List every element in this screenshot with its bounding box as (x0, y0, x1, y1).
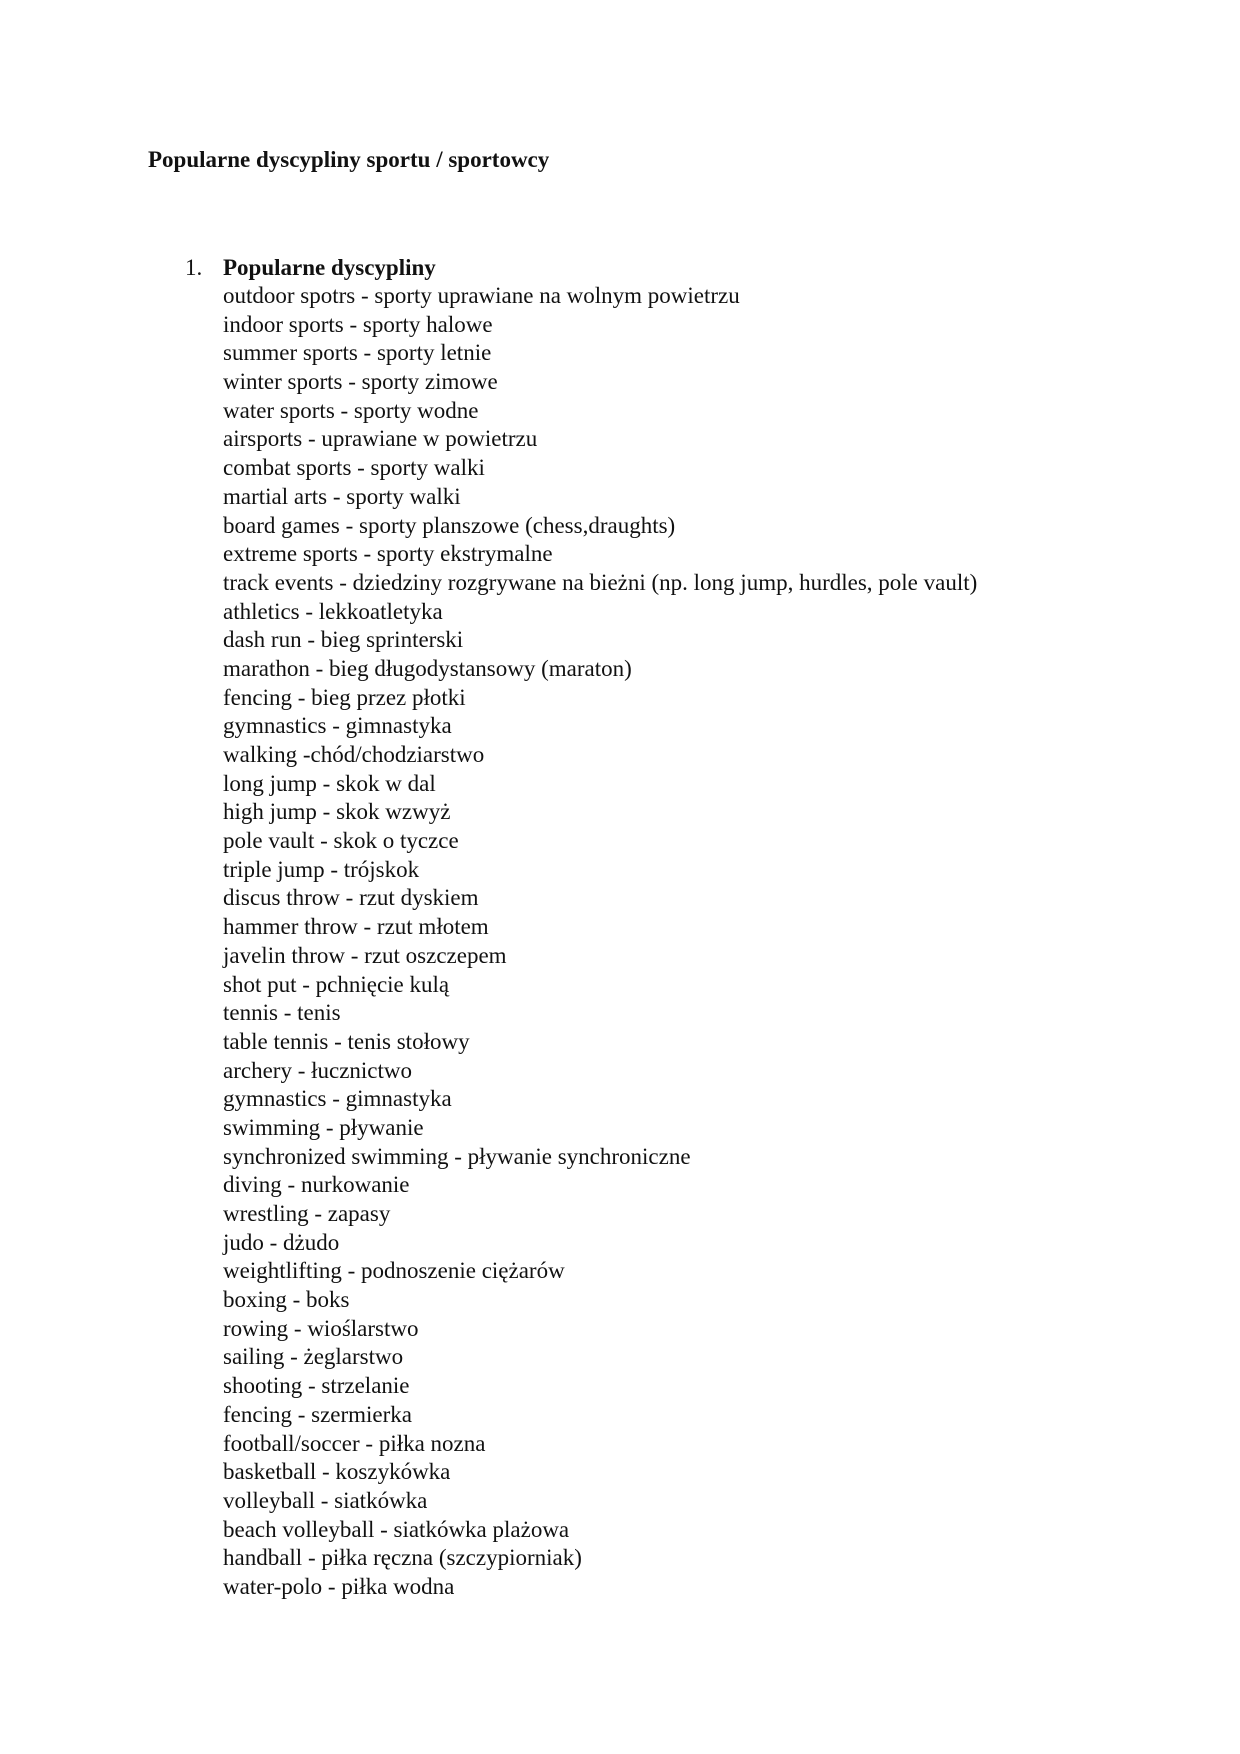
list-item: board games - sporty planszowe (chess,draughts) (223, 512, 676, 538)
list-item: discus throw - rzut dyskiem (223, 885, 479, 911)
list-item: summer sports - sporty letnie (223, 340, 492, 366)
list-item: water-polo - piłka wodna (223, 1573, 455, 1599)
section-title: Popularne dyscypliny (223, 255, 436, 280)
list-item: high jump - skok wzwyż (223, 799, 451, 825)
list-item: javelin throw - rzut oszczepem (223, 942, 507, 968)
list-item: extreme sports - sporty ekstrymalne (223, 541, 553, 567)
list-item: tennis - tenis (223, 1000, 341, 1026)
list-item: outdoor spotrs - sporty uprawiane na wolnym powietrzu (223, 283, 740, 308)
list-item: table tennis - tenis stołowy (223, 1028, 470, 1054)
list-item: water sports - sporty wodne (223, 397, 479, 423)
list-item: indoor sports - sporty halowe (223, 311, 493, 337)
list-item: weightlifting - podnoszenie ciężarów (223, 1258, 565, 1284)
list-item: swimming - pływanie (223, 1114, 424, 1140)
list-item: football/soccer - piłka nozna (223, 1430, 486, 1456)
list-item: fencing - szermierka (223, 1401, 413, 1427)
list-item: shooting - strzelanie (223, 1373, 410, 1399)
term-list (185, 282, 1185, 1602)
list-item: martial arts - sporty walki (223, 483, 461, 509)
section-number: 1. (185, 255, 203, 280)
list-item: handball - piłka ręczna (szczypiorniak) (223, 1545, 582, 1571)
list-item: triple jump - trójskok (223, 856, 420, 882)
document-title: Popularne dyscypliny sportu / sportowcy (148, 147, 550, 172)
list-item: marathon - bieg długodystansowy (maraton) (223, 655, 632, 681)
list-item: fencing - bieg przez płotki (223, 684, 466, 710)
list-item: shot put - pchnięcie kulą (223, 971, 450, 997)
list-item: dash run - bieg sprinterski (223, 627, 464, 653)
list-item: archery - łucznictwo (223, 1057, 413, 1083)
section-header (185, 253, 1185, 282)
list-item: judo - dżudo (223, 1229, 340, 1255)
list-item: wrestling - zapasy (223, 1201, 391, 1226)
list-item: walking -chód/chodziarstwo (223, 742, 485, 767)
list-item: volleyball - siatkówka (223, 1487, 428, 1513)
list-item: rowing - wioślarstwo (223, 1315, 419, 1341)
list-item: basketball - koszykówka (223, 1459, 451, 1485)
list-item: airsports - uprawiane w powietrzu (223, 426, 538, 452)
list-item: long jump - skok w dal (223, 770, 436, 796)
list-item: track events - dziedziny rozgrywane na bieżni (np. long jump, hurdles, pole vault) (223, 569, 978, 595)
section-popular-disciplines (185, 253, 1185, 1602)
list-item: gymnastics - gimnastyka (223, 1086, 452, 1112)
list-item: beach volleyball - siatkówka plażowa (223, 1516, 570, 1542)
list-item: synchronized swimming - pływanie synchroniczne (223, 1143, 691, 1169)
list-item: winter sports - sporty zimowe (223, 369, 498, 395)
list-item: gymnastics - gimnastyka (223, 713, 452, 739)
list-item: combat sports - sporty walki (223, 455, 485, 481)
list-item: athletics - lekkoatletyka (223, 598, 443, 624)
list-item: pole vault - skok o tyczce (223, 828, 459, 854)
list-item: sailing - żeglarstwo (223, 1344, 404, 1370)
list-item: hammer throw - rzut młotem (223, 914, 489, 940)
list-item: boxing - boks (223, 1287, 350, 1313)
list-item: diving - nurkowanie (223, 1172, 410, 1198)
